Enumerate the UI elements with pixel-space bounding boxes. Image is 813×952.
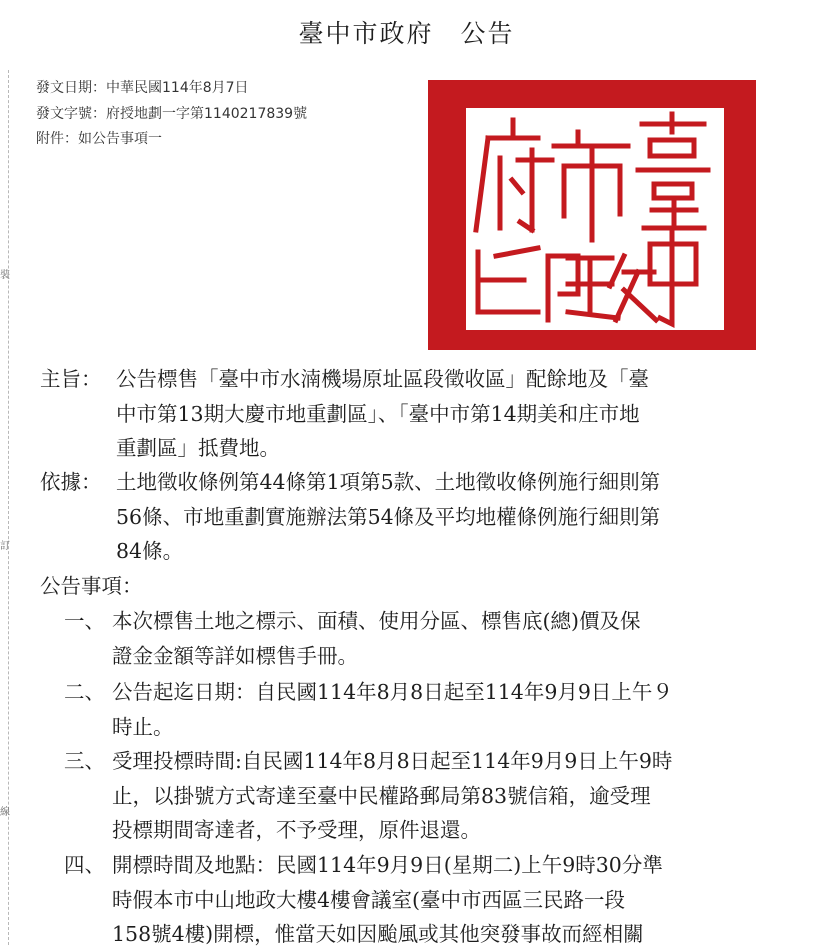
seal-glyphs-graphic	[428, 80, 756, 350]
item-number: 三、	[64, 749, 105, 773]
item-line: 時假本市中山地政大樓4樓會議室(臺中市西區三民路一段	[112, 887, 626, 912]
item-line: 158號4樓)開標，惟當天如因颱風或其他突發事故而經相關	[112, 922, 644, 946]
announcement-heading	[40, 569, 770, 603]
subject-line: 中市第13期大慶市地重劃區」、「臺中市第14期美和庄市地	[116, 401, 640, 426]
binding-mark-bind: 裝	[0, 270, 10, 281]
announcement-heading-label: 公告事項：	[40, 574, 143, 598]
basis-label: 依據：	[40, 470, 102, 494]
item-line: 受理投標時間:自民國114年8月8日起至114年9月9日上午9時	[112, 749, 673, 773]
item-number: 二、	[64, 680, 105, 704]
subject-line: 公告標售「臺中市水湳機場原址區段徵收區」配餘地及「臺	[116, 367, 649, 391]
announcement-item-2	[40, 675, 770, 745]
item-line: 開標時間及地點：民國114年9月9日(星期二)上午9時30分準	[112, 853, 663, 877]
subject-label: 主旨：	[40, 367, 102, 391]
binding-mark-staple: 訂	[0, 541, 10, 552]
item-line: 本次標售土地之標示、面積、使用分區、標售底(總)價及保	[112, 609, 641, 633]
issue-date: 發文日期：中華民國114年8月7日	[36, 80, 249, 96]
basis-line: 56條、市地重劃實施辦法第54條及平均地權條例施行細則第	[116, 504, 661, 529]
item-number: 一、	[64, 609, 105, 633]
basis-line: 土地徵收條例第44條第1項第5款、土地徵收條例施行細則第	[116, 470, 661, 494]
item-line: 公告起迄日期：自民國114年8月8日起至114年9月9日上午９	[112, 680, 673, 704]
item-number: 四、	[64, 853, 105, 877]
item-line: 投標期間寄達者，不予受理，原件退還。	[112, 818, 481, 842]
attachment-note: 附件：如公告事項一	[36, 131, 162, 147]
item-line: 證金金額等詳如標售手冊。	[112, 643, 358, 668]
official-seal	[428, 80, 756, 350]
basis-line: 84條。	[116, 539, 184, 563]
announcement-item-3	[40, 744, 770, 848]
document-title: 臺中市政府 公告	[298, 19, 515, 48]
binding-mark-line: 線	[0, 807, 10, 818]
item-line: 止，以掛號方式寄達至臺中民權路郵局第83號信箱，逾受理	[112, 783, 651, 808]
subject-section	[40, 362, 770, 466]
announcement-item-1	[40, 604, 770, 674]
basis-section	[40, 465, 770, 569]
item-line: 時止。	[112, 714, 174, 739]
subject-line: 重劃區」抵費地。	[116, 436, 280, 460]
announcement-item-4	[40, 848, 770, 952]
document-number: 發文字號：府授地劃一字第1140217839號	[36, 106, 308, 122]
